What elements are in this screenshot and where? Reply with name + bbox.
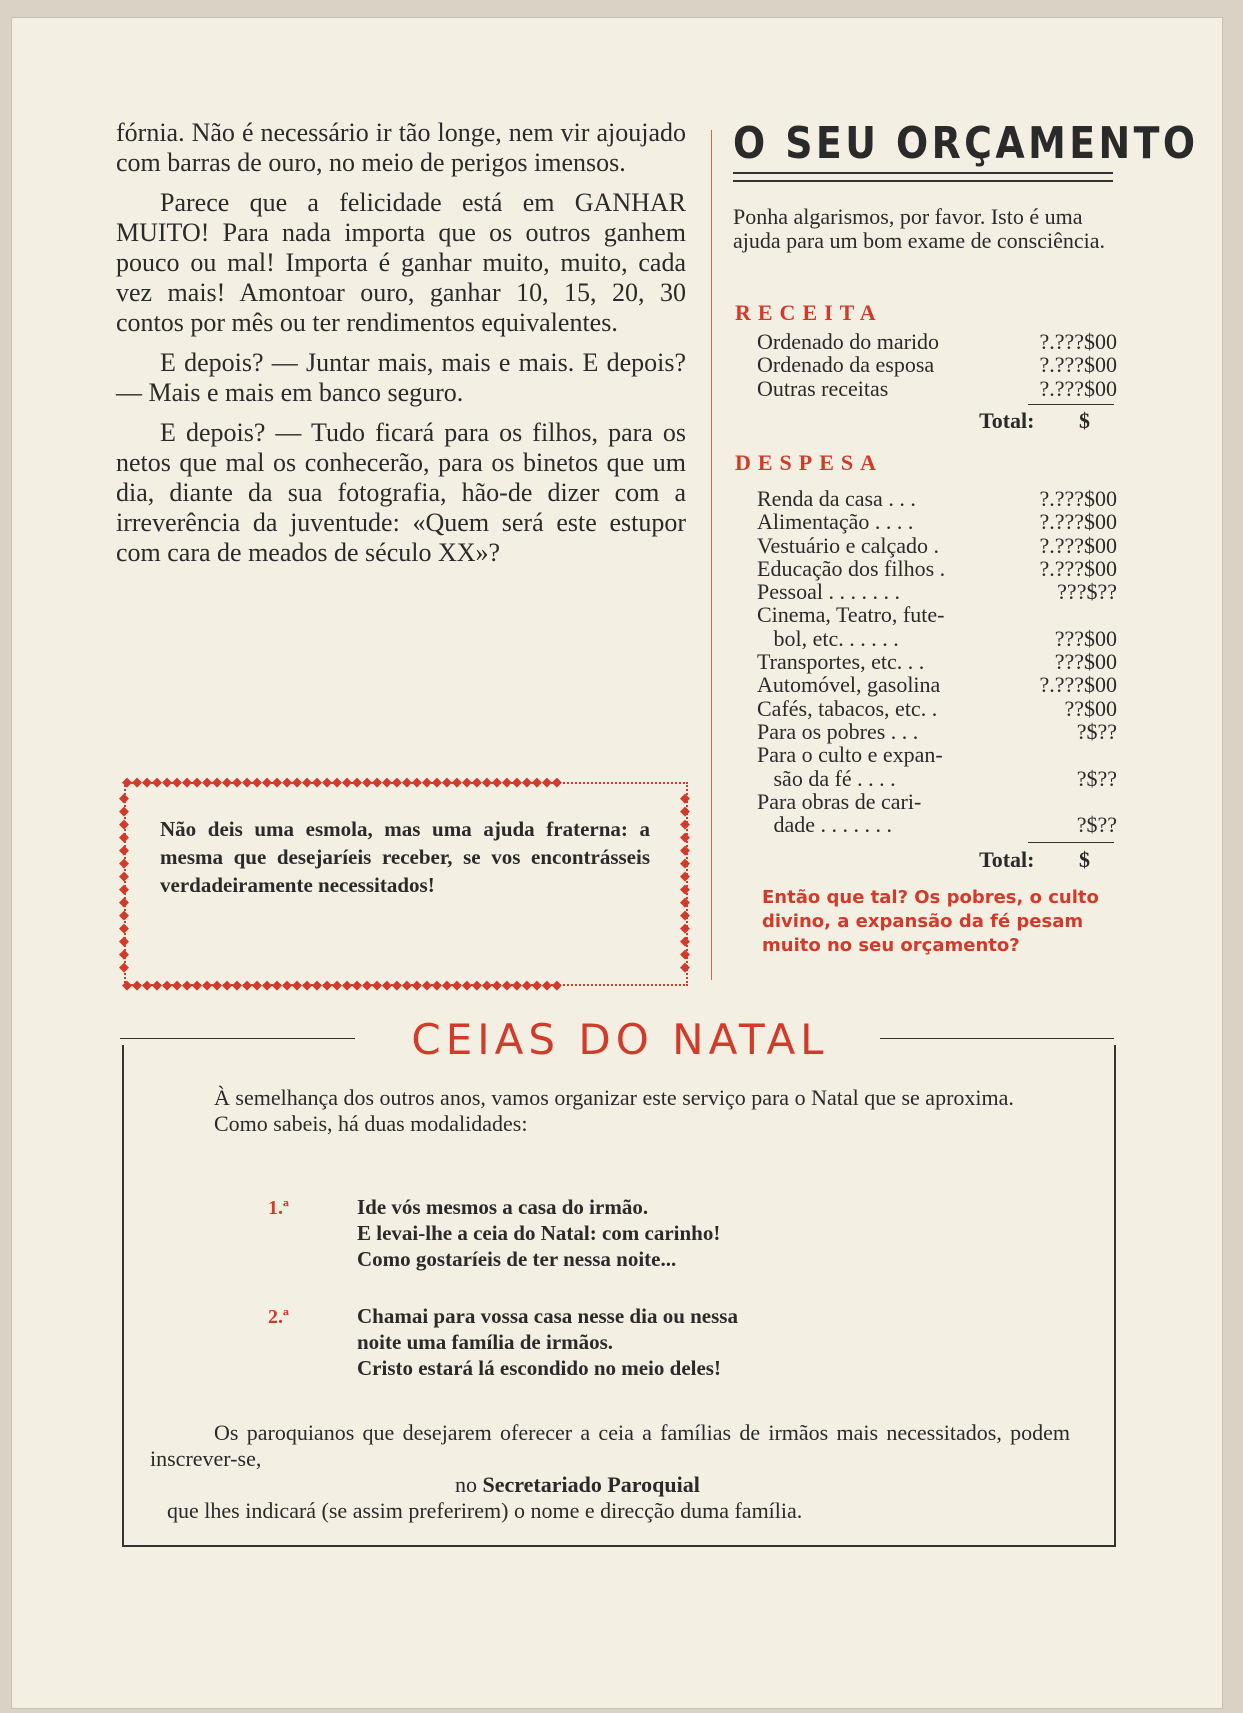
budget-row-value: ?.???$00 [1039, 329, 1117, 354]
ceias-footer [150, 1420, 1070, 1524]
budget-row-value: ?.???$00 [1039, 532, 1117, 558]
budget-row [757, 650, 1117, 673]
budget-row-label: Alimentação . . . . [757, 509, 914, 535]
budget-row-label: dade . . . . . . . [757, 812, 893, 838]
option-2 [357, 1303, 1057, 1381]
despesa-total [900, 847, 1090, 873]
budget-row [757, 673, 1117, 696]
option-line: Cristo estará lá escondido no meio deles! [357, 1356, 721, 1380]
budget-row [757, 790, 1117, 813]
budget-row-label: Outras receitas [757, 375, 889, 401]
total-label: Total: [979, 847, 1035, 872]
receita-total [900, 408, 1090, 434]
budget-question: Então que tal? Os pobres, o culto divino, a expansão da fé pesam muito no seu orçamento? [762, 887, 1099, 956]
diamond-border-right: ◆ ◆ ◆ ◆ ◆ ◆ ◆ ◆ ◆ ◆ ◆ ◆ ◆ ◆ [680, 792, 690, 975]
budget-intro: Ponha algarismos, por favor. Isto é uma ajuda para um bom exame de consciência. [733, 204, 1106, 253]
budget-row [757, 813, 1117, 836]
option-line: Chamai para vossa casa nesse dia ou nessa [357, 1304, 738, 1328]
ceias-bottom-rule [122, 1545, 1116, 1547]
budget-row-label: Cafés, tabacos, etc. . [757, 695, 938, 721]
budget-row [757, 627, 1117, 650]
budget-row [757, 510, 1117, 533]
budget-row-label: Para o culto e expan- [757, 742, 943, 768]
budget-row [757, 534, 1117, 557]
budget-row [757, 697, 1117, 720]
budget-row-label: Cinema, Teatro, fute- [757, 602, 945, 628]
budget-row-value: ???$00 [1054, 649, 1117, 675]
option-line: E levai-lhe a ceia do Natal: com carinho! [357, 1221, 721, 1245]
total-value: $ [1079, 847, 1090, 872]
title-rule-left [120, 1038, 355, 1039]
diamond-border-bottom: ◆◆◆◆◆◆◆◆◆◆◆◆◆◆◆◆◆◆◆◆◆◆◆◆◆◆◆◆◆◆◆◆◆◆◆◆◆◆◆◆◆◆◆◆ [122, 979, 562, 992]
option-line: Como gostaríeis de ter nessa noite... [357, 1247, 677, 1271]
footer-pre: no [455, 1472, 477, 1497]
ceias-intro-2: Como sabeis, há duas modalidades: [214, 1111, 528, 1136]
footer-line: Os paroquianos que desejarem oferecer a ceia a famílias de irmãos mais necessitados, podem inscrever-se, [150, 1420, 1070, 1471]
paragraph: Parece que a felicidade está em GANHAR MUITO! Para nada importa que os outros ganhem pouco ou mal! Importa é ganhar muito, muito, cada vez mais! Amontoar ouro, ganhar 10, 15, 20, 30 contos por mês ou ter rendimentos equivalentes. [116, 188, 686, 337]
budget-row-label: Pessoal . . . . . . . [757, 579, 900, 605]
budget-row [757, 580, 1117, 603]
budget-row [757, 720, 1117, 743]
budget-row-value: ???$?? [1057, 579, 1117, 605]
option-2-number: 2.ª [268, 1306, 289, 1328]
budget-row-label: Vestuário e calçado . [757, 532, 940, 558]
ceias-title: CEIAS DO NATAL [411, 1015, 829, 1064]
receita-heading: RECEITA [735, 300, 883, 325]
receita-total-rule [1028, 404, 1114, 405]
budget-row-label: bol, etc. . . . . . [757, 625, 899, 651]
budget-row-label: são da fé . . . . [757, 765, 896, 791]
column-divider [711, 130, 712, 980]
budget-row-label: Ordenado da esposa [757, 352, 935, 378]
budget-row [757, 557, 1117, 580]
total-label: Total: [979, 408, 1035, 433]
footer-line: que lhes indicará (se assim preferirem) o nome e direcção duma família. [167, 1498, 803, 1523]
budget-row-label: Automóvel, gasolina [757, 672, 941, 698]
budget-row-value: ?$?? [1076, 718, 1117, 744]
despesa-total-rule [1028, 842, 1114, 843]
title-double-rule [733, 172, 1113, 182]
budget-row-label: Renda da casa . . . [757, 486, 916, 511]
diamond-border-left: ◆ ◆ ◆ ◆ ◆ ◆ ◆ ◆ ◆ ◆ ◆ ◆ ◆ ◆ [119, 792, 129, 975]
despesa-list [757, 487, 1117, 836]
diamond-border-top: ◆◆◆◆◆◆◆◆◆◆◆◆◆◆◆◆◆◆◆◆◆◆◆◆◆◆◆◆◆◆◆◆◆◆◆◆◆◆◆◆◆◆◆◆ [122, 776, 562, 789]
ceias-intro-1: À semelhança dos outros anos, vamos organizar este serviço para o Natal que se aproxima. [214, 1085, 1014, 1110]
budget-row-value: ?$?? [1076, 765, 1117, 791]
footer-line [150, 1472, 1070, 1498]
budget-row-value: ???$00 [1054, 625, 1117, 651]
option-1 [357, 1194, 1057, 1272]
budget-row [757, 353, 1117, 376]
budget-row [757, 487, 1117, 510]
budget-row-value: ?$?? [1076, 812, 1117, 838]
budget-row-label: Transportes, etc. . . [757, 649, 925, 675]
ceias-intro [150, 1085, 1070, 1137]
budget-row-label: Ordenado do marido [757, 329, 940, 354]
budget-row [757, 743, 1117, 766]
option-line: noite uma família de irmãos. [357, 1330, 614, 1354]
budget-row [757, 767, 1117, 790]
budget-row-value: ?.???$00 [1039, 486, 1117, 511]
total-value: $ [1079, 408, 1090, 433]
budget-row-label: Educação dos filhos . [757, 555, 946, 581]
budget-row-label: Para obras de cari- [757, 788, 922, 814]
paragraph: E depois? — Juntar mais, mais e mais. E depois? — Mais e mais em banco seguro. [116, 348, 686, 407]
paragraph: E depois? — Tudo ficará para os filhos, para os netos que mal os conhecerão, para os binetos que um dia, diante da sua fotografia, hão-de dizer com a irreverência da juventude: «Quem será este estupor com cara de meados de século XX»? [116, 418, 686, 567]
budget-row-value: ??$00 [1064, 695, 1117, 721]
budget-row-value: ?.???$00 [1039, 375, 1117, 401]
receita-list [757, 330, 1117, 400]
paragraph: fórnia. Não é necessário ir tão longe, nem vir ajoujado com barras de ouro, no meio de perigos imensos. [116, 118, 686, 177]
budget-row [757, 603, 1117, 626]
budget-row-value: ?.???$00 [1039, 352, 1117, 378]
budget-row-value: ?.???$00 [1039, 555, 1117, 581]
title-rule-right [880, 1038, 1114, 1039]
budget-row [757, 330, 1117, 353]
budget-row [757, 377, 1117, 400]
option-line: Ide vós mesmos a casa do irmão. [357, 1195, 649, 1219]
budget-title: O SEU ORÇAMENTO [733, 118, 1199, 169]
left-column-text [116, 118, 686, 578]
box-message: Não deis uma esmola, mas uma ajuda fraterna: a mesma que desejaríeis receber, se vos encontrásseis verdadeiramente necessitados! [160, 817, 650, 897]
budget-row-value: ?.???$00 [1039, 672, 1117, 698]
budget-row-label: Para os pobres . . . [757, 718, 919, 744]
secretariado-name: Secretariado Paroquial [482, 1472, 700, 1497]
budget-row-value: ?.???$00 [1039, 509, 1117, 535]
option-1-number: 1.ª [268, 1197, 289, 1219]
despesa-heading: DESPESA [735, 450, 884, 475]
